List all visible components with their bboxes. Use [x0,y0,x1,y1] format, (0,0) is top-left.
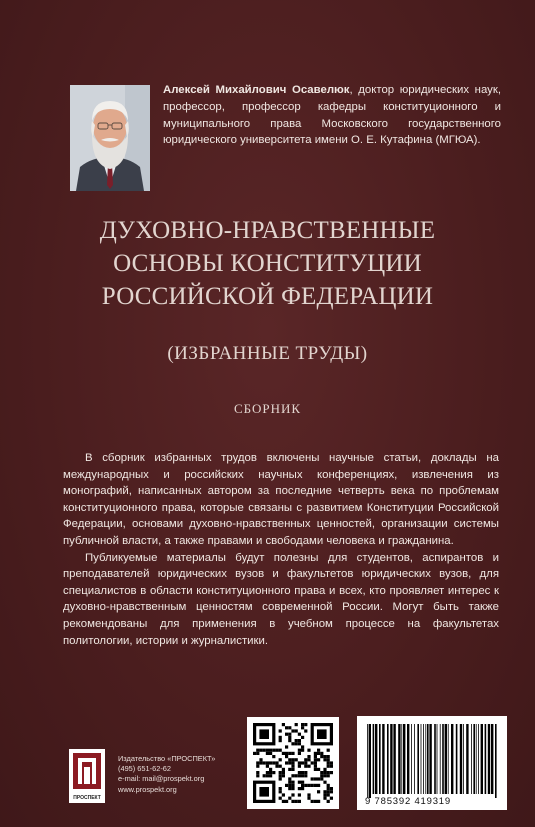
book-annotation [63,450,499,649]
qr-code-image [247,717,339,809]
book-title-line-1: ДУХОВНО-НРАВСТВЕННЫЕ [99,217,436,244]
qr-code [247,717,339,809]
author-portrait-image [70,85,150,191]
publisher-phone: (495) 651-62-62 [118,764,172,774]
prospekt-logo-icon [69,749,105,803]
book-subtitle: (ИЗБРАННЫЕ ТРУДЫ) [167,343,368,364]
publisher-website: www.prospekt.org [118,784,177,794]
annotation-paragraph-1: В сборник избранных трудов включены научные статьи, доклады на международных и российских научных конференциях, извлечения из монографий, написанных автором за последние четверть века по проблемам конституционного права, которые связаны с развитием Конституции Российской Федерации, основами духовно-нравственных ценностей, организации системы публичной власти, а также правами и свободами человека и гражданина. [63,452,499,547]
annotation-paragraph-2: Публикуемые материалы будут полезны для студентов, аспирантов и преподавателей юридических вузов и факультетов юридических вузов, для специалистов в области конституционного права и всех, кто проявляет интерес к духовно-нравственным ценностям современной России. Могут быть также рекомендованы для применения в учебном процессе на факультетах политологии, истории и журналистики. [63,551,499,647]
logo-text: ПРОСПЕКТ [73,795,101,801]
book-title-line-3: РОССИЙСКОЙ ФЕДЕРАЦИИ [101,283,434,310]
book-title-line-2: ОСНОВЫ КОНСТИТУЦИИ [113,250,422,277]
isbn-number: 9 785392 419319 [365,796,451,807]
publisher-logo [69,749,105,803]
author-name: Алексей Михайлович Осавелюк [163,84,350,96]
author-photo [70,85,150,191]
book-title [40,214,495,313]
author-description: , доктор юридических наук, профессор, профессор кафедры конституционного и муниципального права Московского государственного юридического университета имени О. Е. Кутафина (МГЮА). [163,84,501,147]
author-bio [163,82,501,149]
publisher-email: e-mail: mail@prospekt.org [118,774,205,784]
publisher-contacts [118,754,238,795]
book-genre: СБОРНИК [233,401,302,416]
publisher-name: Издательство «ПРОСПЕКТ» [118,754,216,763]
